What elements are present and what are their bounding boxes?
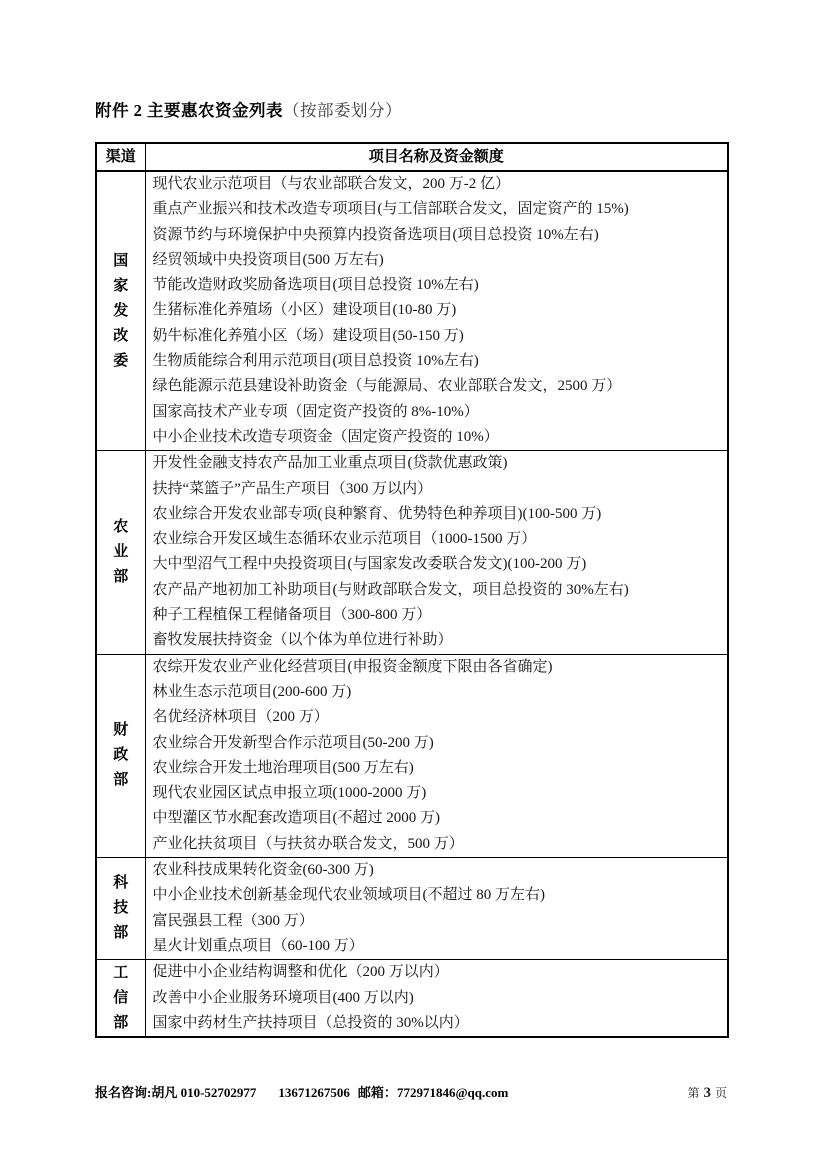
footer-phone: 13671267506	[278, 1085, 350, 1100]
page-indicator	[687, 1084, 727, 1102]
channel-cell	[96, 960, 145, 1037]
project-item: 农业综合开发新型合作示范项目(50-200 万)	[152, 734, 434, 751]
project-item: 开发性金融支持农产品加工业重点项目(贷款优惠政策)	[145, 451, 728, 477]
channel-label: 工信部	[113, 964, 129, 1031]
table-row	[96, 858, 728, 884]
table-row	[96, 705, 728, 730]
table-row	[96, 731, 728, 756]
project-item: 现代农业园区试点申报立项(1000-2000 万)	[152, 785, 427, 802]
channel-label: 农业部	[113, 518, 129, 585]
table-row	[96, 603, 728, 628]
project-item: 促进中小企业结构调整和优化（200 万以内）	[145, 960, 728, 986]
table-row	[96, 628, 728, 654]
page-number: 3	[703, 1085, 711, 1101]
project-item: 大中型沼气工程中央投资项目(与国家发改委联合发文)(100-200 万)	[152, 556, 587, 573]
channel-cell	[96, 451, 145, 654]
channel-label: 国家发改委	[113, 252, 129, 369]
table-header-channel: 渠道	[96, 143, 145, 171]
project-item: 奶牛标准化养殖小区（场）建设项目(50-150 万)	[152, 327, 464, 344]
project-item: 农业综合开发区域生态循环农业示范项目（1000-1500 万）	[152, 531, 537, 548]
table-row	[96, 756, 728, 781]
footer-contact-line	[95, 1082, 508, 1101]
project-item: 农综开发农业产业化经营项目(申报资金额度下限由各省确定)	[145, 654, 728, 680]
project-item: 星火计划重点项目（60-100 万）	[152, 937, 364, 954]
channel-cell	[96, 654, 145, 857]
project-item: 农业综合开发土地治理项目(500 万左右)	[152, 759, 414, 776]
project-item: 扶持“菜篮子”产品生产项目（300 万以内）	[152, 480, 433, 497]
channel-label: 科技部	[113, 875, 129, 942]
table-row	[96, 578, 728, 603]
page-prefix: 第	[687, 1086, 700, 1100]
project-item: 农产品产地初加工补助项目(与财政部联合发文，项目总投资的 30%左右)	[152, 581, 629, 598]
table-row	[96, 909, 728, 934]
channel-cell	[96, 858, 145, 960]
project-item: 种子工程植保工程储备项目（300-800 万）	[152, 607, 432, 624]
table-row	[96, 960, 728, 986]
project-item: 畜牧发展扶持资金（以个体为单位进行补助）	[152, 632, 453, 649]
table-row	[96, 248, 728, 273]
page-title	[95, 97, 402, 121]
table-row	[96, 552, 728, 577]
table-row	[96, 527, 728, 552]
project-item: 生猪标准化养殖场（小区）建设项目(10-80 万)	[152, 302, 457, 319]
project-item: 中小企业技术改造专项资金（固定资产投资的 10%）	[152, 428, 499, 445]
project-item: 绿色能源示范县建设补助资金（与能源局、农业部联合发文，2500 万）	[152, 378, 622, 395]
footer-contact: 报名咨询:胡凡 010-52702977	[95, 1085, 257, 1100]
project-item: 节能改造财政奖励备选项目(项目总投资 10%左右)	[152, 277, 479, 294]
project-item: 重点产业振兴和技术改造专项项目(与工信部联合发文，固定资产的 15%)	[152, 201, 629, 218]
channel-label: 财政部	[113, 722, 129, 789]
funding-table	[95, 142, 729, 1038]
table-row	[96, 451, 728, 477]
table-row	[96, 197, 728, 222]
table-row	[96, 477, 728, 502]
table-row	[96, 324, 728, 349]
footer-email: 772971846@qq.com	[396, 1085, 509, 1100]
table-row	[96, 400, 728, 425]
table-row	[96, 349, 728, 374]
table-row	[96, 502, 728, 527]
table-header-project: 项目名称及资金额度	[145, 143, 728, 171]
project-item: 资源节约与环境保护中央预算内投资备选项目(项目总投资 10%左右)	[152, 226, 599, 243]
table-row	[96, 883, 728, 908]
table-row	[96, 425, 728, 451]
project-item: 名优经济林项目（200 万）	[152, 709, 329, 726]
table-row	[96, 223, 728, 248]
project-item: 富民强县工程（300 万）	[152, 912, 314, 929]
project-item: 改善中小企业服务环境项目(400 万以内)	[152, 989, 414, 1006]
table-row	[96, 781, 728, 806]
channel-cell	[96, 171, 145, 451]
project-item: 中小企业技术创新基金现代农业领域项目(不超过 80 万左右)	[152, 887, 545, 904]
project-item: 生物质能综合利用示范项目(项目总投资 10%左右)	[152, 353, 479, 370]
footer	[95, 1082, 727, 1102]
table-row	[96, 273, 728, 298]
table-row	[96, 832, 728, 858]
footer-email-label: 邮箱：	[357, 1085, 397, 1100]
page-title-main: 附件 2 主要惠农资金列表	[95, 101, 283, 120]
project-item: 国家高技术产业专项（固定资产投资的 8%-10%）	[152, 403, 479, 420]
page-suffix: 页	[714, 1086, 727, 1100]
funding-table-body	[96, 171, 728, 1037]
table-row	[96, 298, 728, 323]
project-item: 经贸领域中央投资项目(500 万左右)	[152, 251, 384, 268]
project-item: 国家中药材生产扶持项目（总投资的 30%以内）	[152, 1014, 469, 1031]
table-row	[96, 1011, 728, 1037]
project-item: 中型灌区节水配套改造项目(不超过 2000 万)	[152, 810, 440, 827]
table-row	[96, 986, 728, 1011]
table-row	[96, 680, 728, 705]
table-row	[96, 374, 728, 399]
project-item: 产业化扶贫项目（与扶贫办联合发文，500 万）	[152, 835, 464, 852]
project-item: 农业科技成果转化资金(60-300 万)	[145, 858, 728, 884]
project-item: 林业生态示范项目(200-600 万)	[152, 683, 352, 700]
page-title-note: （按部委划分）	[283, 101, 402, 120]
table-row	[96, 934, 728, 960]
table-row	[96, 171, 728, 197]
project-item: 现代农业示范项目（与农业部联合发文，200 万-2 亿）	[152, 176, 510, 192]
table-row	[96, 654, 728, 680]
table-row	[96, 806, 728, 831]
table-header-row	[96, 143, 728, 171]
project-item: 农业综合开发农业部专项(良种繁育、优势特色种养项目)(100-500 万)	[152, 505, 602, 522]
